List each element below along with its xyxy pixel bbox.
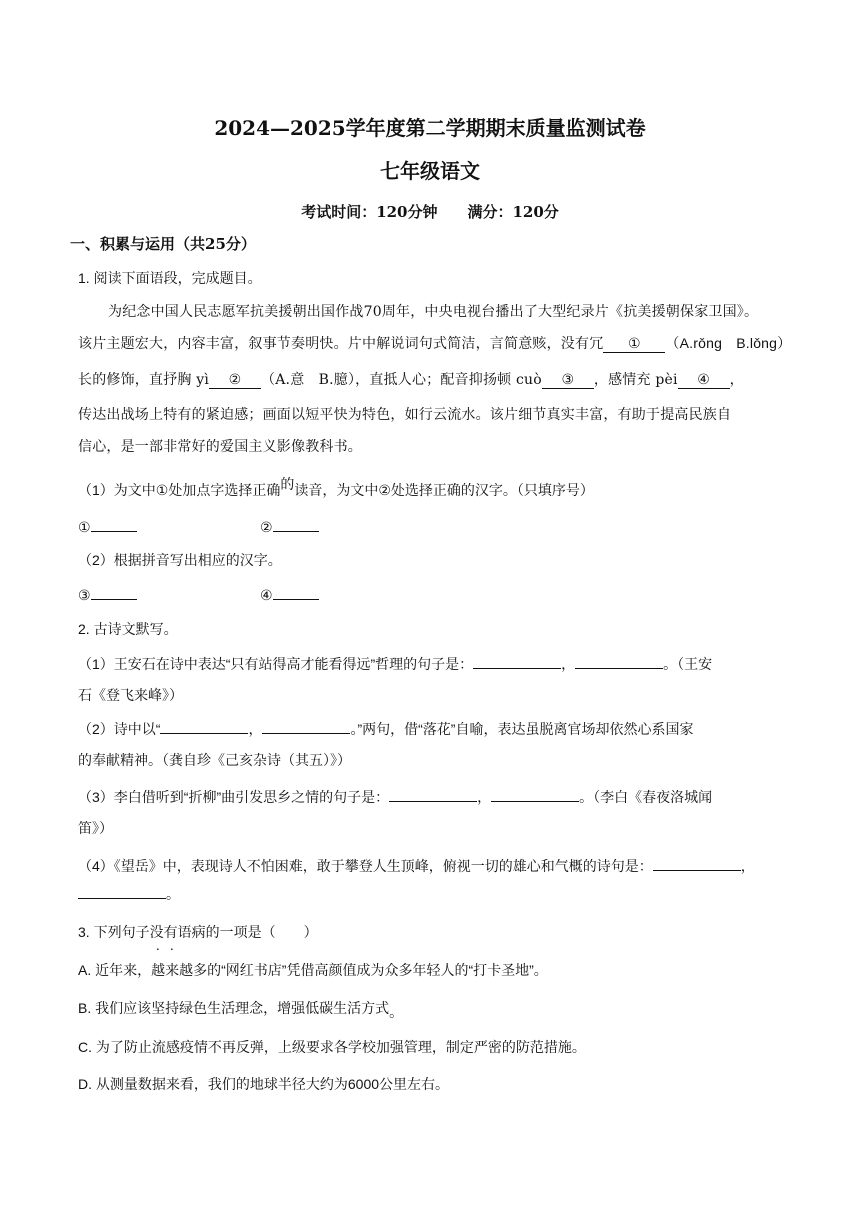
passage-text: ，感情充 pèi <box>593 372 678 388</box>
answer-field-2[interactable] <box>273 516 319 532</box>
question-2-sub2 <box>78 718 693 739</box>
poem-blank[interactable] <box>491 786 579 802</box>
question-2-sub1 <box>78 653 712 674</box>
answer-blank-3[interactable]: ③ <box>542 370 594 389</box>
option-d[interactable]: D. 从测量数据来看，我们的地球半径大约为6000公里左右。 <box>78 1076 450 1092</box>
exam-title: 2024—2025学年度第二学期期末质量监测试卷 <box>214 116 646 140</box>
sub-question-text: 。”两句，借“落花”自喻，表达虽脱离官场却依然心系国家 <box>350 721 694 737</box>
comma: ， <box>477 789 492 805</box>
passage-text: 长的修饰，直抒胸 yì <box>78 372 210 388</box>
question-2-sub2-cont: 的奉献精神。（龚自珍《己亥杂诗（其五）》） <box>78 752 351 768</box>
passage-line-4: 传达出战场上特有的紧迫感；画面以短平快为特色，如行云流水。该片细节真实丰富，有助于提高民族自 <box>78 407 732 423</box>
poem-blank[interactable] <box>389 786 477 802</box>
question-2-sub1-cont: 石《登飞来峰》） <box>78 687 183 703</box>
answer-label-4: ④ <box>260 587 273 603</box>
sub-question-text: 。（李白《春夜洛城闻 <box>579 789 713 805</box>
sub-question-text: （2）诗中以“ <box>78 721 161 737</box>
exam-info: 考试时间：120分钟 满分：120分 <box>301 203 559 221</box>
question-1-sub1 <box>78 476 594 500</box>
comma: ， <box>740 858 755 874</box>
option-c[interactable]: C. 为了防止流感疫情不再反弹，上级要求各学校加强管理，制定严密的防范措施。 <box>78 1039 586 1055</box>
sub-question-text: 读音，为文中②处选择正确的汉字。（只填序号） <box>294 482 594 498</box>
sub-question-text: （4）《望岳》中，表现诗人不怕困难，敢于攀登人生顶峰，俯视一切的雄心和气概的诗句是： <box>78 858 653 874</box>
question-2-stem: 2. 古诗文默写。 <box>78 621 178 637</box>
poem-blank[interactable] <box>160 718 248 734</box>
question-text: 3. 下列句子 <box>78 924 150 940</box>
passage-line-3 <box>78 370 744 390</box>
option-b[interactable] <box>78 998 403 1018</box>
sub-question-text: （1）王安石在诗中表达“只有站得高才能看得远”哲理的句子是： <box>78 656 474 672</box>
answer-blank-2[interactable]: ② <box>209 370 261 389</box>
question-2-sub3-cont: 笛》） <box>78 820 113 836</box>
passage-line-5: 信心，是一部非常好的爱国主义影像教科书。 <box>78 439 362 455</box>
passage-line-2 <box>78 333 791 354</box>
comma: ， <box>561 656 576 672</box>
poem-blank[interactable] <box>78 883 166 899</box>
pinyin-options: （A.rǒng B.lǒng） <box>665 335 792 351</box>
sub-question-text: 的 <box>280 476 295 492</box>
poem-blank[interactable] <box>473 653 561 669</box>
poem-blank[interactable] <box>653 855 741 871</box>
answer-blank-4[interactable]: ④ <box>678 370 730 389</box>
question-1-stem: 1. 阅读下面语段，完成题目。 <box>78 270 262 286</box>
answer-label-1: ① <box>78 519 91 535</box>
answer-field-1[interactable] <box>91 516 137 532</box>
poem-blank[interactable] <box>575 653 663 669</box>
sub-question-text: 。 <box>166 886 180 902</box>
answer-line-4 <box>260 584 319 605</box>
answer-line-1-2 <box>78 516 137 537</box>
answer-line-3 <box>78 584 137 605</box>
comma: ， <box>248 721 263 737</box>
question-text: 语病的一项是（ ） <box>177 924 318 940</box>
question-1-sub2: （2）根据拼音写出相应的汉字。 <box>78 552 282 568</box>
passage-text: （A.意 B.臆），直抵人心；配音抑扬顿 cuò <box>261 372 542 388</box>
answer-label-3: ③ <box>78 587 91 603</box>
answer-label-2: ② <box>260 519 273 535</box>
answer-line-2 <box>260 516 319 537</box>
sub-question-text: 。（王安 <box>663 656 713 672</box>
option-a[interactable]: A. 近年来，越来越多的“网红书店”凭借高颜值成为众多年轻人的“打卡圣地”。 <box>78 962 548 978</box>
exam-subtitle: 七年级语文 <box>380 159 480 183</box>
section-heading: 一、积累与运用（共25分） <box>70 235 256 253</box>
option-text: 。 <box>389 1004 404 1020</box>
answer-blank-1[interactable]: ① <box>603 334 665 353</box>
question-3-stem <box>78 922 318 942</box>
option-text: B. 我们应该坚持绿色生活理念，增强低碳生活方式 <box>78 1000 390 1016</box>
sub-question-text: （3）李白借听到“折柳”曲引发思乡之情的句子是： <box>78 789 390 805</box>
emphasis-char: 没 <box>149 924 164 940</box>
sub-question-text: （1）为文中①处加点字选择正确 <box>78 482 281 498</box>
question-2-sub3 <box>78 786 712 807</box>
emphasis-char: 有 <box>163 924 178 940</box>
answer-field-4[interactable] <box>273 584 319 600</box>
passage-line-1: 为纪念中国人民志愿军抗美援朝出国作战70周年，中央电视台播出了大型纪录片《抗美援朝保家卫国》。 <box>108 304 759 320</box>
question-2-sub4-cont <box>78 863 180 902</box>
passage-text: ， <box>729 372 744 388</box>
answer-field-3[interactable] <box>91 584 137 600</box>
poem-blank[interactable] <box>262 718 350 734</box>
passage-text: 该片主题宏大，内容丰富，叙事节奏明快。片中解说词句式简洁，言简意赅，没有冗 <box>78 336 604 352</box>
